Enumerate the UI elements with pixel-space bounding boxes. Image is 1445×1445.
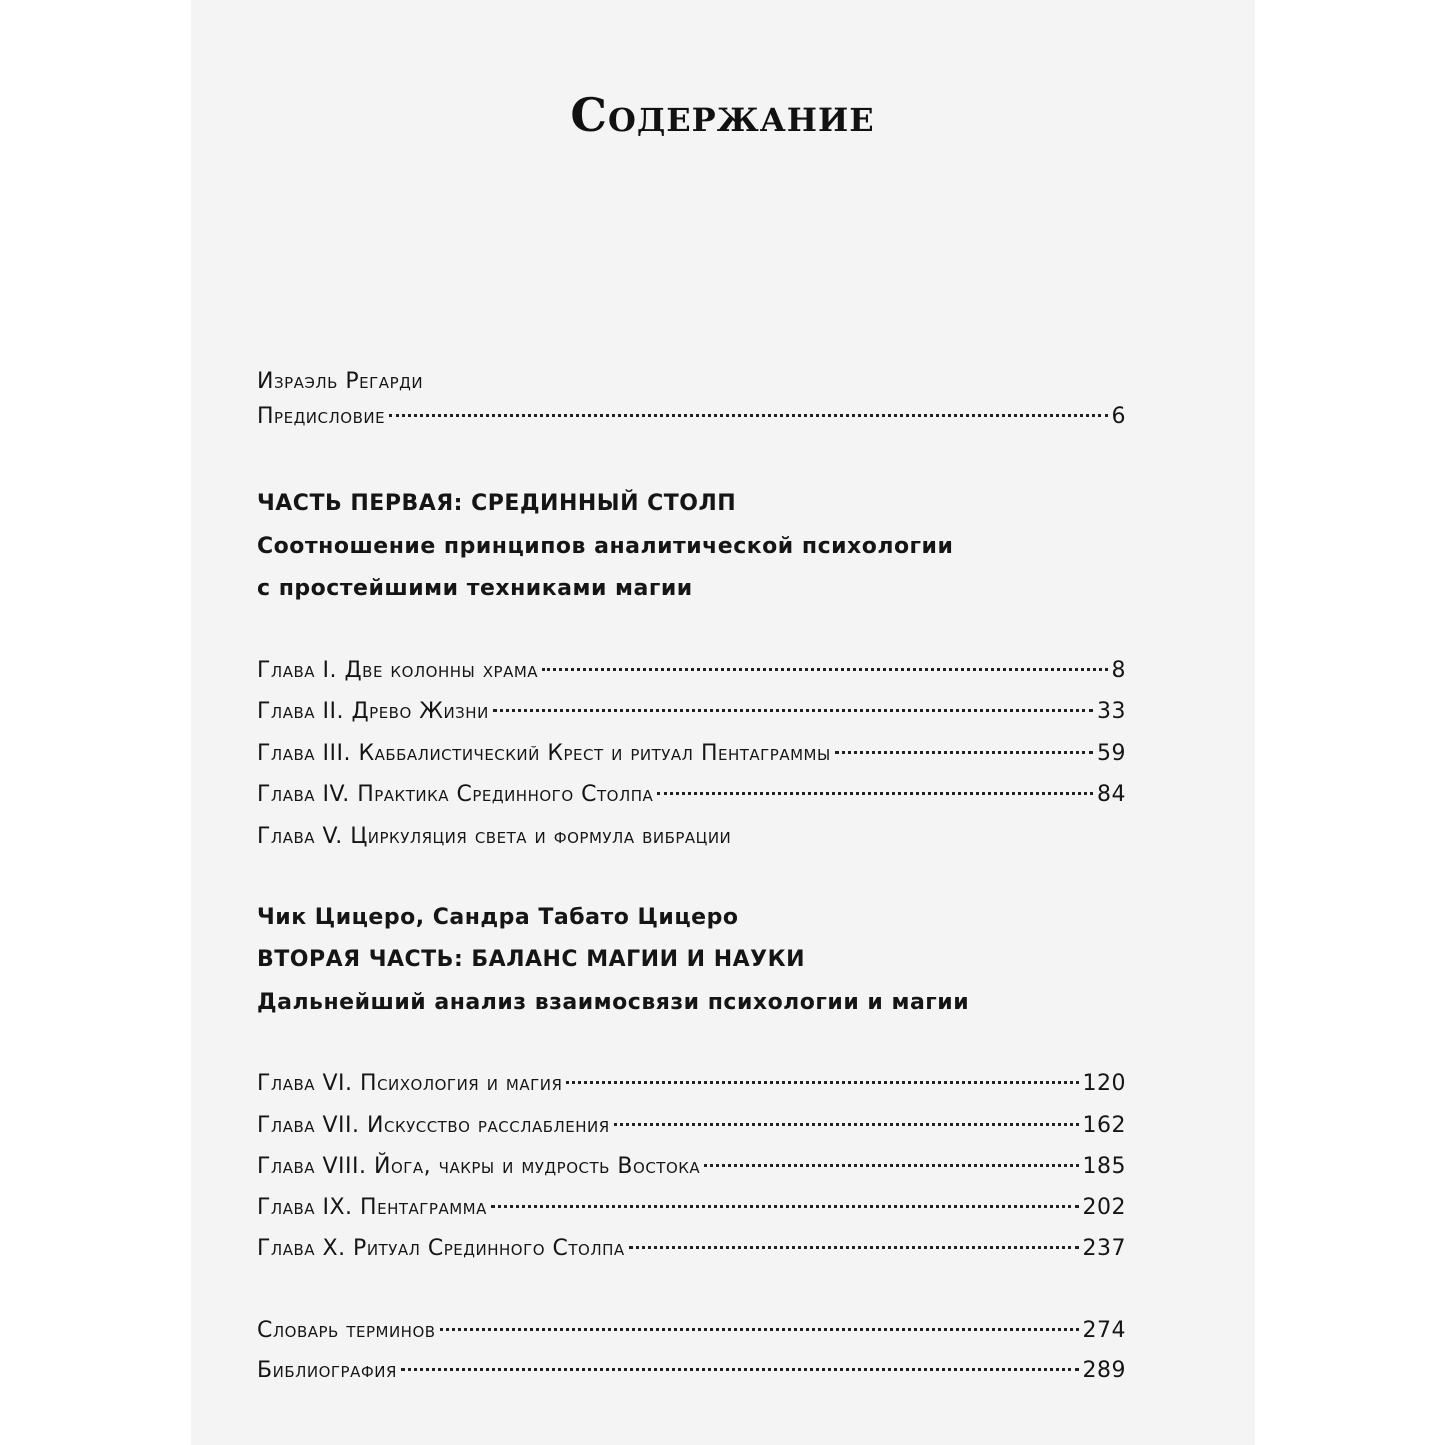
toc-entry-chapter-2 (257, 697, 1126, 727)
toc-entry-chapter-3 (257, 739, 1126, 769)
toc-entry-page: 162 (1082, 1113, 1126, 1138)
part2-heading: ВТОРАЯ ЧАСТЬ: БАЛАНС МАГИИ И НАУКИ (257, 947, 806, 972)
toc-entry-page: 237 (1082, 1236, 1126, 1261)
part1-subtitle-line1: Соотношение принципов аналитической психологии (257, 534, 954, 559)
toc-entry-label: Глава IX. Пентаграмма (257, 1195, 487, 1220)
toc-entry-chapter-5 (257, 822, 1126, 852)
toc-entry-chapter-4 (257, 780, 1126, 810)
toc-entry-label: Глава X. Ритуал Срединного Столпа (257, 1236, 625, 1261)
toc-entry-chapter-6 (257, 1069, 1126, 1099)
toc-entry-page: 185 (1082, 1154, 1126, 1179)
toc-entry-page: 8 (1111, 658, 1126, 683)
toc-entry-label: Глава IV. Практика Срединного Столпа (257, 782, 654, 807)
dot-leader (493, 709, 1093, 712)
dot-leader (704, 1164, 1078, 1167)
dot-leader (440, 1328, 1079, 1331)
toc-entry-page: 289 (1082, 1358, 1126, 1383)
toc-entry-preface (257, 402, 1126, 432)
toc-entry-chapter-10 (257, 1234, 1126, 1264)
toc-entry-label: Глава VIII. Йога, чакры и мудрость Востока (257, 1154, 701, 1179)
toc-entry-label: Глава V. Циркуляция света и формула вибрации (257, 824, 732, 849)
part2-authors: Чик Цицеро, Сандра Табато Цицеро (257, 905, 739, 930)
dot-leader (614, 1123, 1079, 1126)
toc-entry-label: Глава III. Каббалистический Крест и ритуал Пентаграммы (257, 741, 831, 766)
toc-entry-label: Библиография (257, 1358, 397, 1383)
toc-entry-label: Глава VII. Искусство расслабления (257, 1113, 610, 1138)
dot-leader (566, 1081, 1078, 1084)
toc-entry-label: Глава II. Древо Жизни (257, 699, 489, 724)
toc-entry-page: 120 (1082, 1071, 1126, 1096)
dot-leader (657, 792, 1093, 795)
toc-entry-chapter-1 (257, 656, 1126, 686)
toc-entry-page: 6 (1111, 404, 1126, 429)
toc-entry-label: Глава I. Две колонны храма (257, 658, 539, 683)
page-title: Содержание (570, 88, 875, 142)
part1-subtitle-line2: с простейшими техниками магии (257, 576, 693, 601)
intro-author: Израэль Регарди (257, 369, 424, 394)
dot-leader (629, 1246, 1079, 1249)
toc-entry-page: 33 (1097, 699, 1126, 724)
toc-entry-label: Предисловие (257, 404, 386, 429)
part1-heading: ЧАСТЬ ПЕРВАЯ: СРЕДИННЫЙ СТОЛП (257, 491, 737, 516)
dot-leader (401, 1368, 1079, 1371)
toc-entry-page: 84 (1097, 782, 1126, 807)
toc-entry-label: Словарь терминов (257, 1318, 436, 1343)
toc-entry-page: 59 (1097, 741, 1126, 766)
dot-leader (542, 668, 1107, 671)
toc-entry-chapter-8 (257, 1152, 1126, 1182)
dot-leader (389, 414, 1107, 417)
dot-leader (491, 1205, 1079, 1208)
toc-entry-glossary (257, 1316, 1126, 1346)
dot-leader (835, 751, 1093, 754)
toc-entry-bibliography (257, 1356, 1126, 1386)
toc-entry-chapter-9 (257, 1193, 1126, 1223)
toc-entry-page: 274 (1082, 1318, 1126, 1343)
toc-entry-page: 202 (1082, 1195, 1126, 1220)
toc-entry-label: Глава VI. Психология и магия (257, 1071, 563, 1096)
part2-subtitle: Дальнейший анализ взаимосвязи психологии и магии (257, 990, 970, 1015)
toc-entry-chapter-7 (257, 1111, 1126, 1141)
